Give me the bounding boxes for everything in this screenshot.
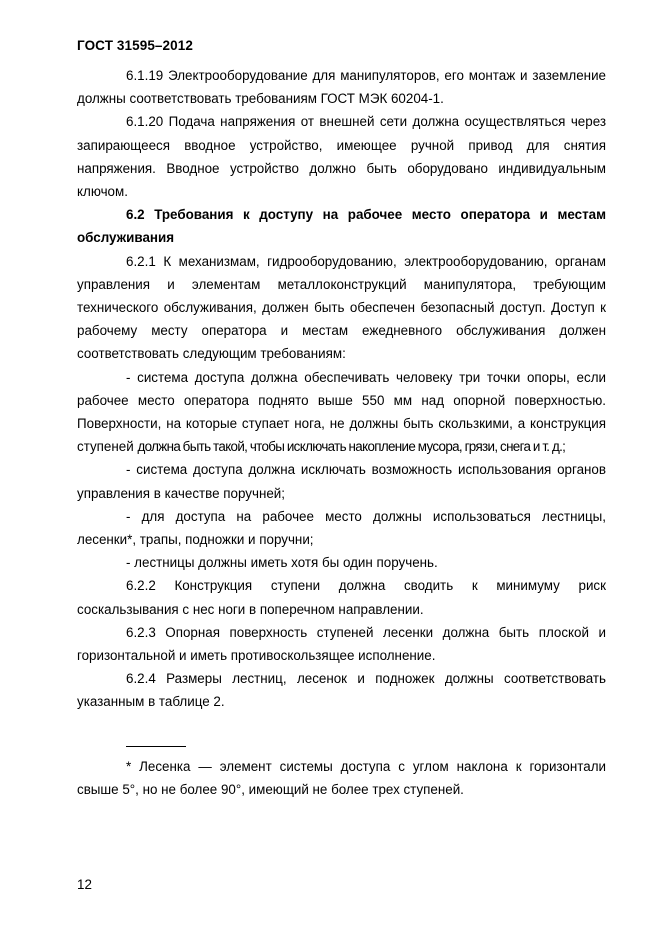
list-item-support-points-tail: должна быть такой, чтобы исключать накопление мусора, грязи, снега и т. д.; xyxy=(137,439,566,455)
section-heading-6-2: 6.2 Требования к доступу на рабочее место оператора и местам обслуживания xyxy=(77,207,606,246)
paragraph-6-2-3: 6.2.3 Опорная поверхность ступеней лесенки должна быть плоской и горизонтальной и иметь противоскользящее исполнение. xyxy=(77,624,606,664)
document-body xyxy=(77,64,606,714)
document-header: ГОСТ 31595–2012 xyxy=(77,38,193,53)
page-number: 12 xyxy=(77,877,92,892)
paragraph-6-1-19: 6.1.19 Электрооборудование для манипуляторов, его монтаж и заземление должны соответствовать требованиям ГОСТ МЭК 60204-1. xyxy=(77,68,606,107)
list-item-support-points-text: - система доступа должна обеспечивать человеку три точки опоры, если рабочее место оператора поднято выше 550 мм над опорной поверхностью. Поверхности, на которые ступает нога, не должны быть скользкими, а конструкция ступеней xyxy=(77,369,606,455)
footnote: * Лесенка — элемент системы доступа с углом наклона к горизонтали свыше 5°, но не более 90°, имеющий не более трех ступеней. xyxy=(77,759,606,798)
list-item-access-means: - для доступа на рабочее место должны использоваться лестницы, лесенки*, трапы, подножки и поручни; xyxy=(77,508,606,548)
paragraph-6-2-4: 6.2.4 Размеры лестниц, лесенок и подножек должны соответствовать указанным в таблице 2. xyxy=(77,671,606,710)
footnote-divider xyxy=(126,746,186,747)
paragraph-6-1-20: 6.1.20 Подача напряжения от внешней сети должна осуществляться через запирающееся вводное устройство, имеющее ручной привод для снятия напряжения. Вводное устройство должно быть оборудовано индивидуальным ключом. xyxy=(77,114,606,200)
list-item-support-points xyxy=(77,366,606,459)
paragraph-6-2-1: 6.2.1 К механизмам, гидрооборудованию, электрооборудованию, органам управления и элементам металлоконструкций манипулятора, требующим технического обслуживания, должен быть обеспечен безопасный доступ. Доступ к рабочему месту оператора и местам ежедневного обслуживания должен соответствовать следующим требованиям: xyxy=(77,253,606,362)
list-item-controls-as-handrails: - система доступа должна исключать возможность использования органов управления в качестве поручней; xyxy=(77,462,606,501)
list-item-handrail: - лестницы должны иметь хотя бы один поручень. xyxy=(126,555,438,571)
paragraph-6-2-2: 6.2.2 Конструкция ступени должна сводить к минимуму риск соскальзывания с нес ноги в поперечном направлении. xyxy=(77,578,606,617)
